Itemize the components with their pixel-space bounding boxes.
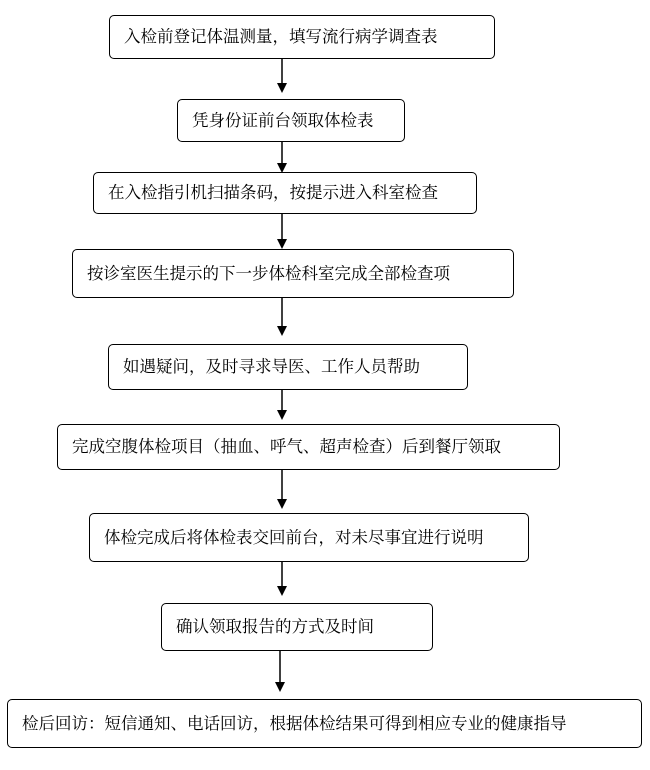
step-1-label: 入检前登记体温测量，填写流行病学调查表 (124, 27, 438, 46)
step-3-scan-barcode (93, 172, 477, 214)
step-9-label: 检后回访：短信通知、电话回访，根据体检结果可得到相应专业的健康指导 (22, 713, 567, 733)
step-4-label: 按诊室医生提示的下一步体检科室完成全部检查项 (87, 263, 450, 283)
step-4-complete-exams (72, 249, 514, 298)
step-8-label: 确认领取报告的方式及时间 (176, 617, 374, 636)
step-2-label: 凭身份证前台领取体检表 (192, 110, 374, 130)
step-6-label: 完成空腹体检项目（抽血、呼气、超声检查）后到餐厅领取 (72, 437, 501, 456)
step-1-registration (109, 15, 495, 59)
step-2-collect-form (177, 99, 405, 142)
step-5-label: 如遇疑问，及时寻求导医、工作人员帮助 (123, 357, 420, 376)
step-3-label: 在入检指引机扫描条码，按提示进入科室检查 (108, 183, 438, 202)
step-9-follow-up (7, 699, 642, 748)
step-5-ask-for-help (108, 344, 468, 390)
step-8-report-pickup (161, 603, 433, 651)
step-7-return-form (89, 513, 529, 562)
step-7-label: 体检完成后将体检表交回前台，对未尽事宜进行说明 (104, 527, 484, 547)
step-6-fasting-items (57, 424, 560, 470)
